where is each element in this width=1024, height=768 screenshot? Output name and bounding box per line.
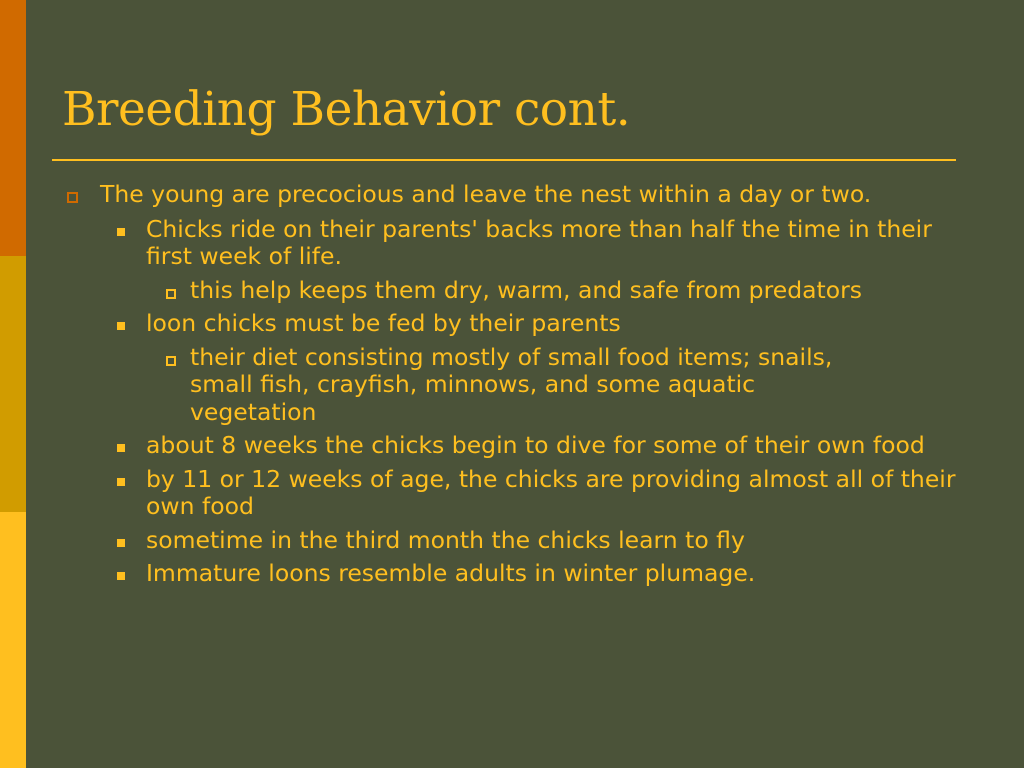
bullet-item-level2 [0, 560, 956, 588]
filled-square-icon [117, 322, 125, 330]
hollow-square-icon [166, 356, 176, 366]
bullet-text: about 8 weeks the chicks begin to dive for some of their own food [146, 431, 925, 459]
bullet-text: by 11 or 12 weeks of age, the chicks are providing almost all of their own food [146, 464, 956, 520]
bullet-text: loon chicks must be fed by their parents [146, 309, 621, 337]
bullet-item-level3 [0, 277, 880, 305]
bullet-text: their diet consisting mostly of small food items; snails, small fish, crayfish, minnows, and some aquatic vegetation [190, 342, 833, 426]
filled-square-icon [117, 444, 125, 452]
bullet-item-level2 [0, 432, 956, 460]
bullet-text: this help keeps them dry, warm, and safe from predators [190, 275, 863, 304]
filled-square-icon [117, 478, 125, 486]
bullet-item-level2 [0, 466, 956, 521]
bullet-text: sometime in the third month the chicks learn to fly [146, 525, 745, 554]
bullet-text: The young are precocious and leave the nest within a day or two. [100, 180, 872, 208]
bullet-text: Immature loons resemble adults in winter plumage. [146, 559, 756, 587]
bullet-list [0, 181, 1024, 594]
bullet-item-level3 [0, 344, 880, 427]
hollow-square-icon [166, 289, 176, 299]
bullet-item-level1 [0, 181, 940, 209]
bullet-item-level2 [0, 216, 956, 271]
hollow-square-icon [67, 192, 78, 203]
filled-square-icon [117, 228, 125, 236]
slide-title: Breeding Behavior cont. [62, 82, 631, 137]
bullet-item-level2 [0, 310, 956, 338]
filled-square-icon [117, 572, 125, 580]
bullet-item-level2 [0, 527, 956, 555]
bullet-text: Chicks ride on their parents' backs more than half the time in their first week of life. [146, 214, 932, 270]
title-divider [52, 159, 956, 161]
filled-square-icon [117, 539, 125, 547]
